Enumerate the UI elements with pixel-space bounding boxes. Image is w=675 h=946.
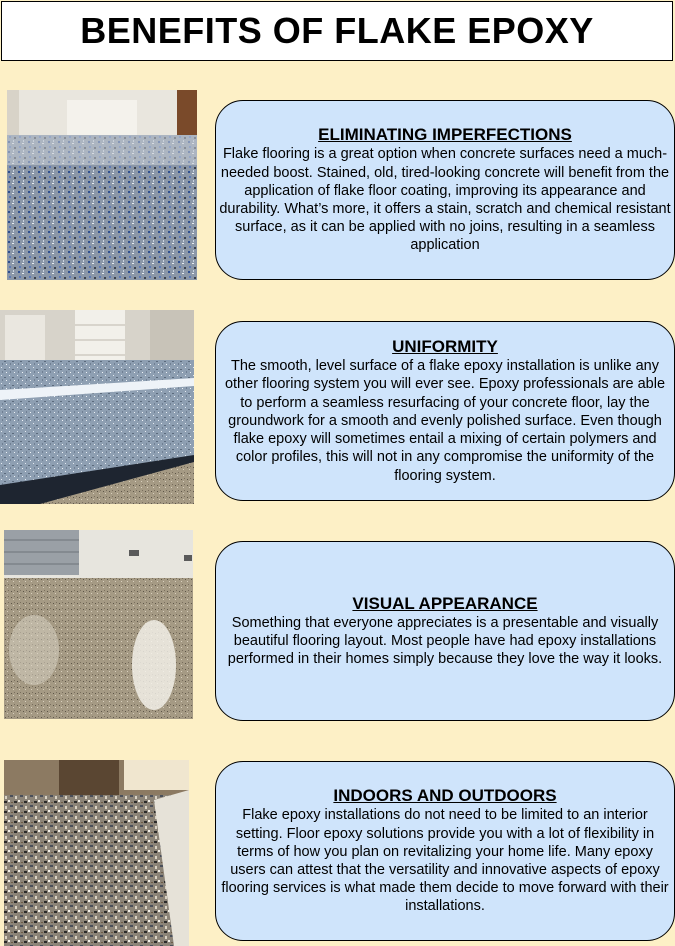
section-heading: VISUAL APPEARANCE <box>352 593 538 613</box>
section-card-indoors-and-outdoors <box>215 761 675 941</box>
section-body: Flake flooring is a great option when concrete surfaces need a much-needed boost. Stained, old, tired-looking concrete will benefit from the application of flake floor coating, improving its appearance and durability. What’s more, it offers a stain, scratch and chemical resistant surface, as it can be applied with no joins, resulting in a seamless application <box>219 146 671 254</box>
section-card-uniformity <box>215 321 675 501</box>
title-banner <box>1 1 673 61</box>
section-body: The smooth, level surface of a flake epoxy installation is unlike any other flooring system you will ever see. Epoxy professionals are able to perform a seamless resurfacing of your concrete floor, lay the groundwork for a smooth and evenly polished surface. Even though flake epoxy will sometimes entail a mixing of certain polymers and color profiles, this will not in any compromise the uniformity of the flooring system. <box>224 358 666 484</box>
section-heading: UNIFORMITY <box>392 337 498 357</box>
multicolor-flake-edge-photo <box>4 760 189 946</box>
page-title: BENEFITS OF FLAKE EPOXY <box>80 10 594 51</box>
section-card-visual-appearance <box>215 541 675 721</box>
section-body: Flake epoxy installations do not need to be limited to an interior setting. Floor epoxy solutions provide you with a lot of flexibility in terms of how you plan on revitalizing your home life. Many epoxy users can attest that the versatility and innovative aspects of epoxy flooring services is what made them decide to move forward with their installations. <box>221 807 669 915</box>
section-card-eliminating-imperfections <box>215 100 675 280</box>
glossy-tan-floor-photo <box>4 530 193 719</box>
blue-flake-floor-photo <box>7 90 197 280</box>
section-heading: INDOORS AND OUTDOORS <box>333 786 557 806</box>
garage-step-epoxy-photo <box>0 310 194 504</box>
section-body: Something that everyone appreciates is a presentable and visually beautiful flooring layout. Most people have had epoxy installations performed in their homes simply because they love the way it looks. <box>227 614 663 668</box>
section-heading: ELIMINATING IMPERFECTIONS <box>318 125 572 145</box>
